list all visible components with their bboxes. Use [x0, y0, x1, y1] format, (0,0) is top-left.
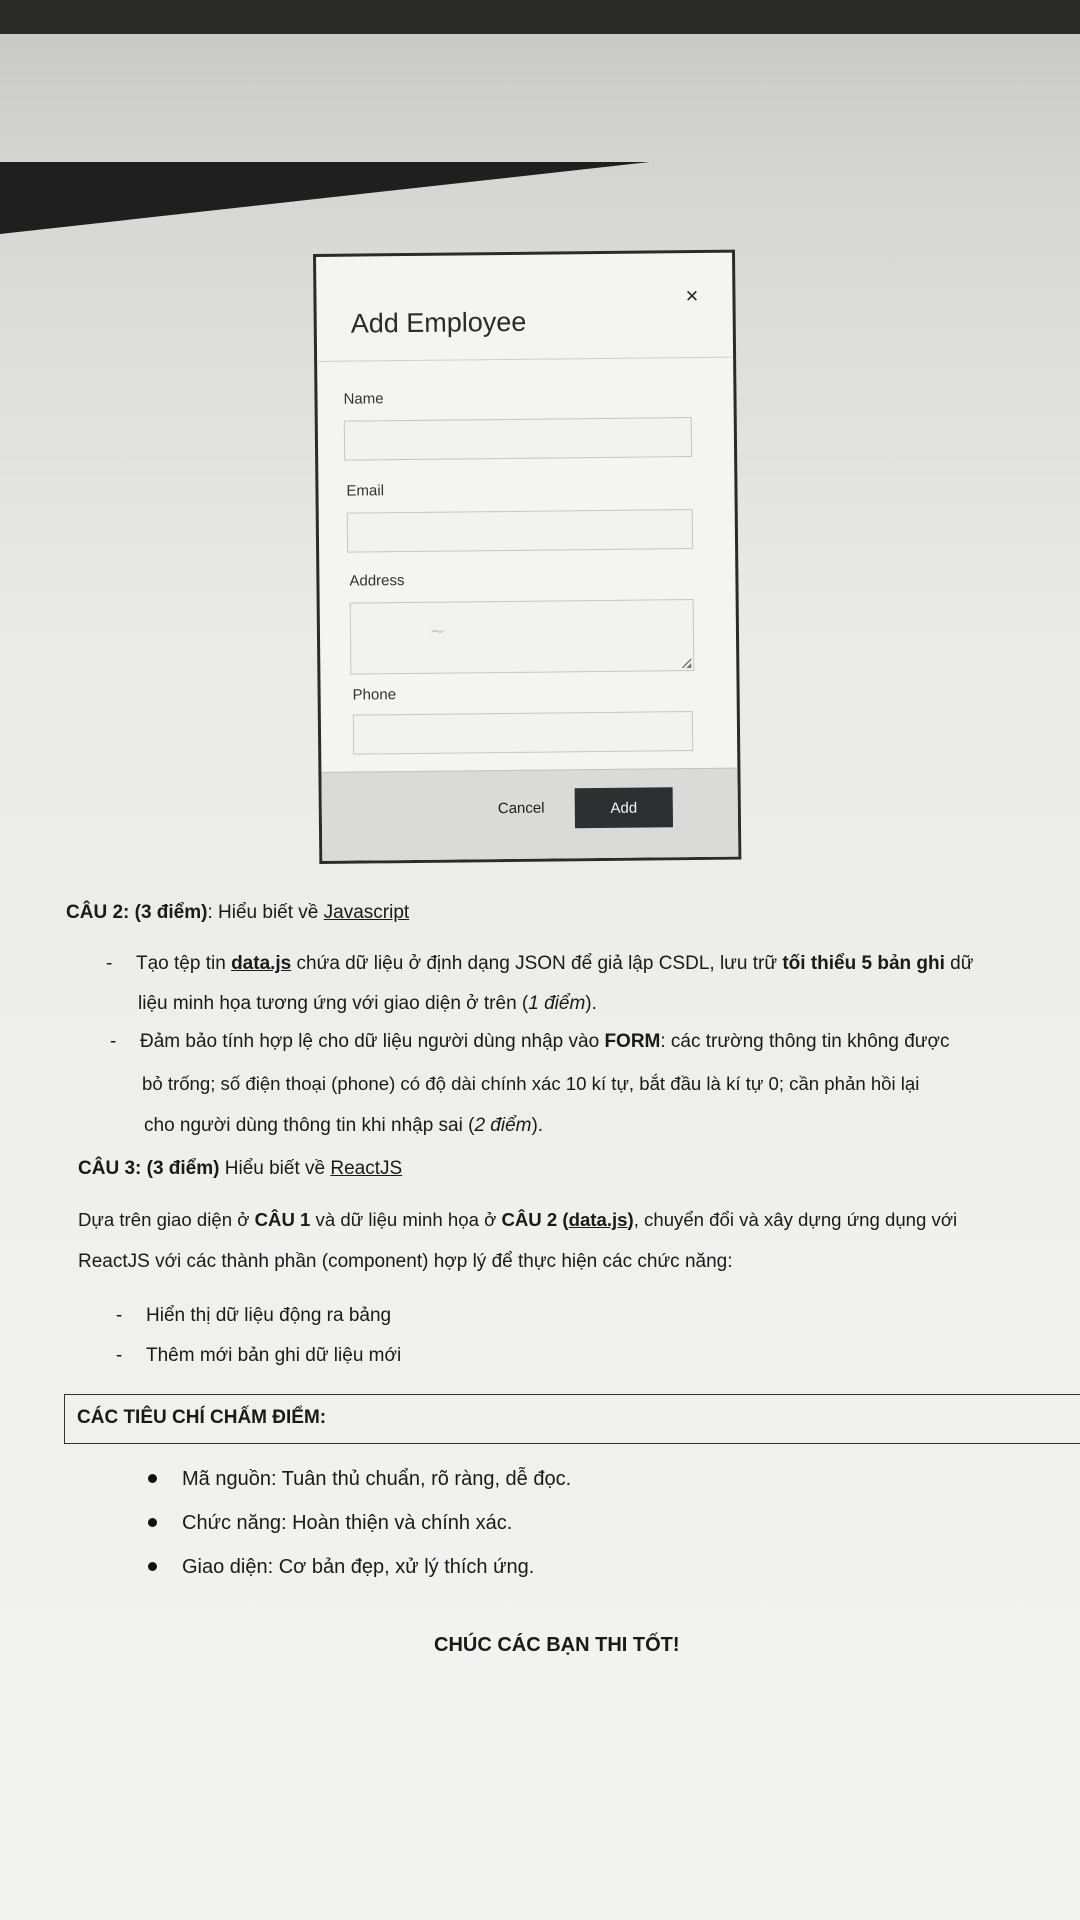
criteria-box: [64, 1394, 1080, 1444]
criteria-item-1: Mã nguồn: Tuân thủ chuẩn, rõ ràng, dễ đọc.: [182, 1468, 571, 1491]
cau2-item-2: - Đảm bảo tính hợp lệ cho dữ liệu người dùng nhập vào FORM: các trường thông tin không được: [110, 1031, 950, 1052]
closing-message: CHÚC CÁC BẠN THI TỐT!: [434, 1634, 680, 1656]
add-employee-modal: [313, 250, 741, 864]
cau2-item-2-cont: bỏ trống; số điện thoại (phone) có độ dài chính xác 10 kí tự, bắt đầu là kí tự 0; cần phản hồi lại: [142, 1073, 920, 1094]
email-label: Email: [346, 482, 385, 500]
modal-divider: [317, 357, 733, 362]
criteria-item-3: Giao diện: Cơ bản đẹp, xử lý thích ứng.: [182, 1556, 534, 1579]
resize-grip-icon[interactable]: [681, 658, 691, 668]
address-textarea[interactable]: [350, 599, 695, 675]
name-label: Name: [343, 390, 384, 408]
cau3-item-1: - Hiển thị dữ liệu động ra bảng: [116, 1305, 392, 1326]
add-button[interactable]: Add: [575, 787, 673, 828]
handwritten-scribble: ~: [428, 618, 448, 643]
cau2-item-1-cont: liệu minh họa tương ứng với giao diện ở trên (1 điểm).: [138, 993, 597, 1014]
cau3-paragraph-line1: Dựa trên giao diện ở CÂU 1 và dữ liệu minh họa ở CÂU 2 (data.js), chuyển đổi và xây dựng ứng dụng với: [78, 1209, 958, 1230]
cau2-heading: CÂU 2: (3 điểm): Hiểu biết về Javascript: [66, 902, 410, 923]
criteria-item-2: Chức năng: Hoàn thiện và chính xác.: [182, 1512, 512, 1535]
email-input[interactable]: [347, 509, 693, 553]
address-label: Address: [349, 572, 405, 590]
phone-label: Phone: [352, 686, 397, 704]
modal-footer: [321, 768, 738, 861]
cau3-paragraph-line2: ReactJS với các thành phần (component) hợp lý để thực hiện các chức năng:: [78, 1251, 733, 1272]
modal-title: Add Employee: [350, 306, 527, 339]
criteria-title: CÁC TIÊU CHÍ CHẤM ĐIỂM:: [77, 1407, 327, 1428]
name-input[interactable]: [344, 417, 692, 461]
cancel-button[interactable]: Cancel: [492, 799, 551, 819]
cau2-item-1: - Tạo tệp tin data.js chứa dữ liệu ở định dạng JSON để giả lập CSDL, lưu trữ tối thiểu 5 bản ghi dữ: [106, 953, 974, 974]
cau3-heading: CÂU 3: (3 điểm) Hiểu biết về ReactJS: [78, 1158, 403, 1179]
close-icon[interactable]: ×: [685, 282, 699, 309]
phone-input[interactable]: [353, 711, 693, 755]
cau2-item-2-cont2: cho người dùng thông tin khi nhập sai (2 điểm).: [144, 1115, 544, 1136]
top-dark-edge: [0, 0, 1080, 34]
cau3-item-2: - Thêm mới bản ghi dữ liệu mới: [116, 1345, 402, 1366]
